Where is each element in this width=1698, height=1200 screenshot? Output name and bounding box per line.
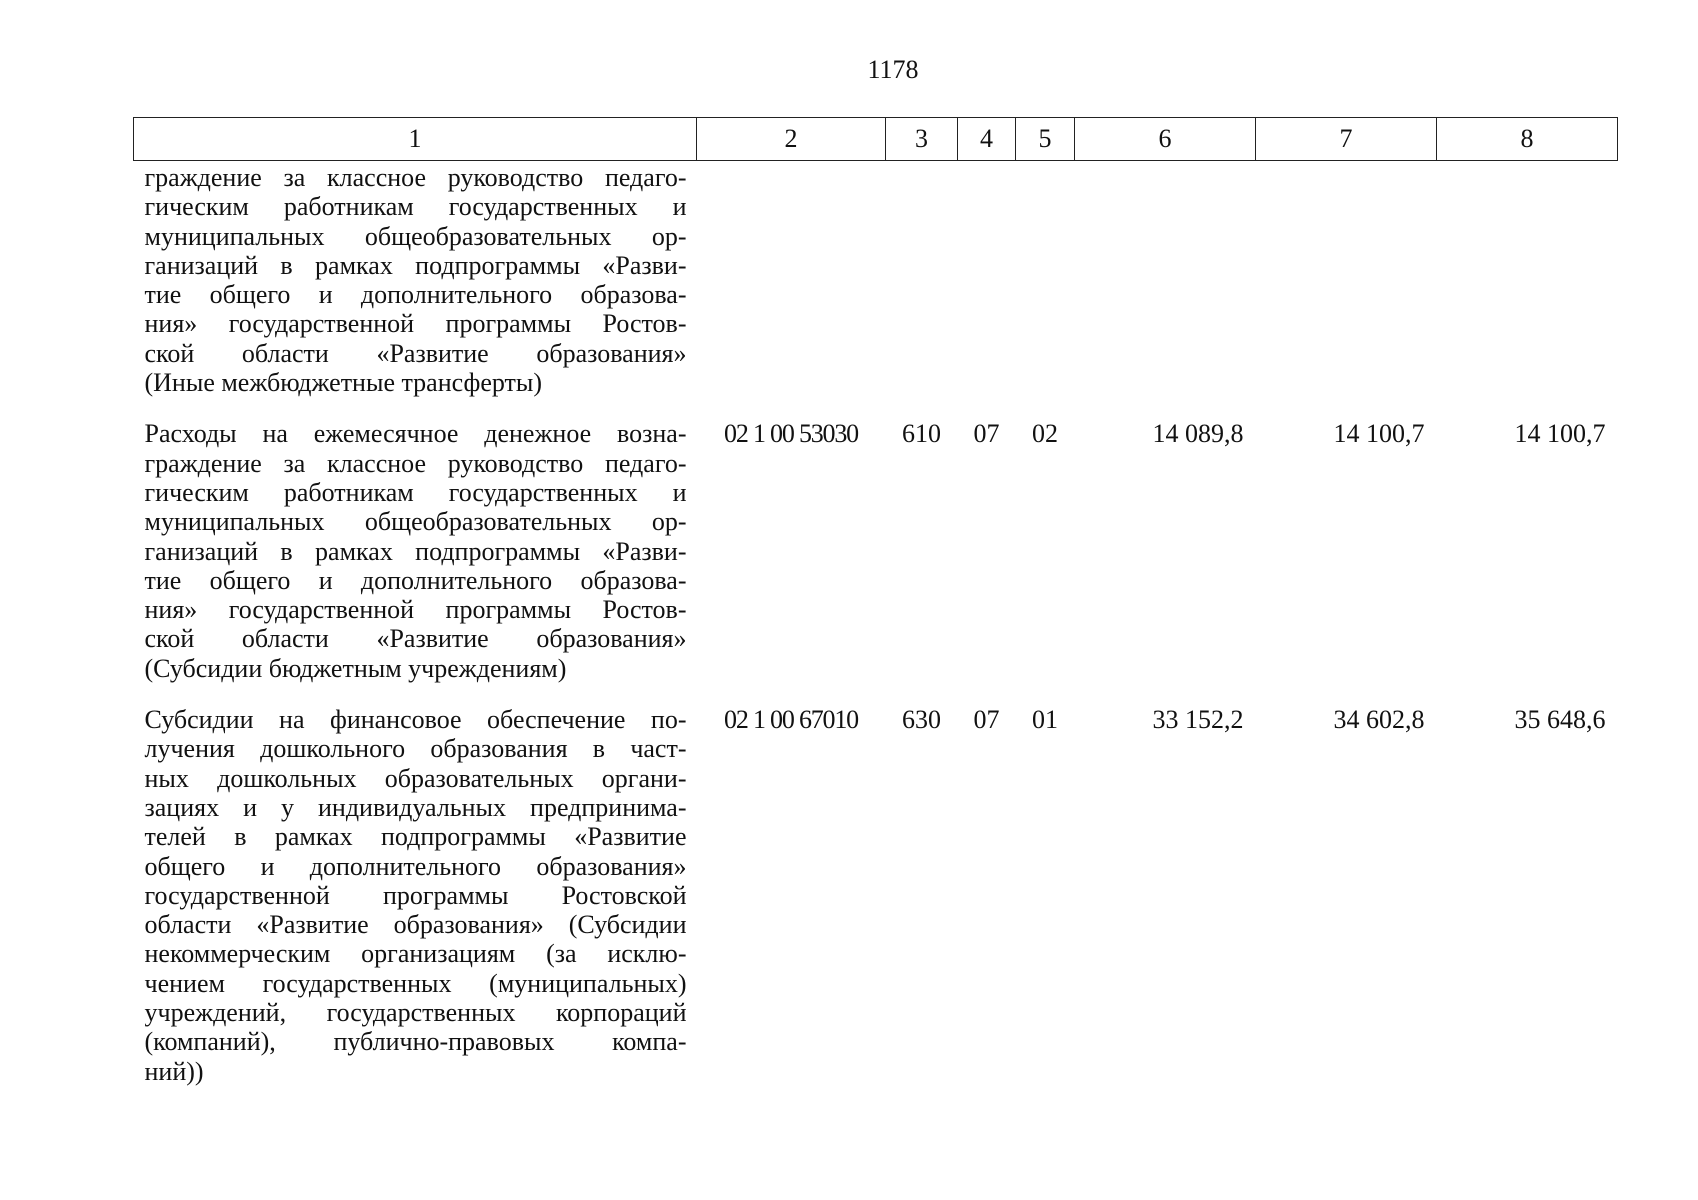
column-header-2: 2 [697, 118, 886, 161]
section-code: 07 [973, 705, 1000, 735]
expense-type-code: 610 [902, 419, 941, 449]
amount-col-7: 34 602,8 [1333, 705, 1425, 735]
description-line: тие общего и дополнительного образова- [144, 565, 687, 595]
description-line: ния» государственной программы Ростов- [144, 595, 687, 625]
subsection-code [1016, 161, 1075, 410]
amount-col-8: 14 100,7 [1514, 419, 1606, 449]
column-header-1: 1 [134, 118, 697, 161]
description-line: тие общего и дополнительного образова- [144, 280, 687, 310]
description-line: гическим работникам государственных и [144, 477, 687, 507]
column-header-3: 3 [886, 118, 958, 161]
description-line: (Субсидии бюджетным учреждениям) [144, 653, 567, 683]
description-line: ных дошкольных образовательных органи- [144, 763, 687, 793]
row-description [134, 695, 697, 1098]
column-header-4: 4 [958, 118, 1016, 161]
description-line: ний)) [144, 1056, 204, 1086]
column-header-7: 7 [1256, 118, 1437, 161]
description-line: Субсидии на финансовое обеспечение по- [144, 705, 687, 735]
description-line: (Иные межбюджетные трансферты) [144, 368, 543, 398]
description-line: телей в рамках подпрограммы «Развитие [144, 822, 687, 852]
description-line: некоммерческим организациям (за исклю- [144, 939, 687, 969]
table-row [134, 695, 1618, 1098]
row-description [134, 409, 697, 695]
description-line: ской области «Развитие образования» [144, 624, 687, 654]
subsection-code: 01 [1032, 705, 1058, 735]
description-line: ской области «Развитие образования» [144, 338, 687, 368]
description-line: гическим работникам государственных и [144, 192, 687, 222]
amount-col-6: 33 152,2 [1152, 705, 1244, 735]
description-line: муниципальных общеобразовательных ор- [144, 221, 687, 251]
budget-table [133, 117, 1618, 1098]
row-description [134, 161, 697, 410]
expense-type-code [886, 161, 958, 410]
subsection-code: 02 [1032, 419, 1058, 449]
description-line: граждение за классное руководство педаго- [144, 448, 687, 478]
description-line: (компаний), публично-правовых компа- [144, 1027, 687, 1057]
description-line: общего и дополнительного образования» [144, 851, 687, 881]
section-code [958, 161, 1016, 410]
description-line: ния» государственной программы Ростов- [144, 309, 687, 339]
description-line: ганизаций в рамках подпрограммы «Разви- [144, 250, 687, 280]
section-code: 07 [973, 419, 1000, 449]
table-row [134, 161, 1618, 410]
target-article-code [697, 161, 886, 410]
description-line: зациях и у индивидуальных предпринима- [144, 792, 687, 822]
page-number: 1178 [867, 55, 919, 84]
amount-col-8: 35 648,6 [1514, 705, 1606, 735]
description-line: муниципальных общеобразовательных ор- [144, 507, 687, 537]
description-line: области «Развитие образования» (Субсидии [144, 910, 687, 940]
description-line: лучения дошкольного образования в част- [144, 734, 687, 764]
expense-type-code: 630 [902, 705, 941, 735]
description-line: ганизаций в рамках подпрограммы «Разви- [144, 536, 687, 566]
description-line: Расходы на ежемесячное денежное возна- [144, 419, 687, 449]
table-row [134, 409, 1618, 695]
description-line: чением государственных (муниципальных) [144, 968, 687, 998]
amount-col-6 [1075, 161, 1256, 410]
amount-col-7 [1256, 161, 1437, 410]
target-article-code: 02 1 00 67010 [724, 705, 858, 735]
amount-col-6: 14 089,8 [1152, 419, 1244, 449]
header-row [134, 118, 1618, 161]
column-header-8: 8 [1437, 118, 1618, 161]
amount-col-8 [1437, 161, 1618, 410]
amount-col-7: 14 100,7 [1333, 419, 1425, 449]
column-header-6: 6 [1075, 118, 1256, 161]
column-header-5: 5 [1016, 118, 1075, 161]
description-line: учреждений, государственных корпораций [144, 998, 687, 1028]
target-article-code: 02 1 00 53030 [724, 419, 858, 449]
description-line: граждение за классное руководство педаго- [144, 163, 687, 192]
description-line: государственной программы Ростовской [144, 880, 687, 910]
